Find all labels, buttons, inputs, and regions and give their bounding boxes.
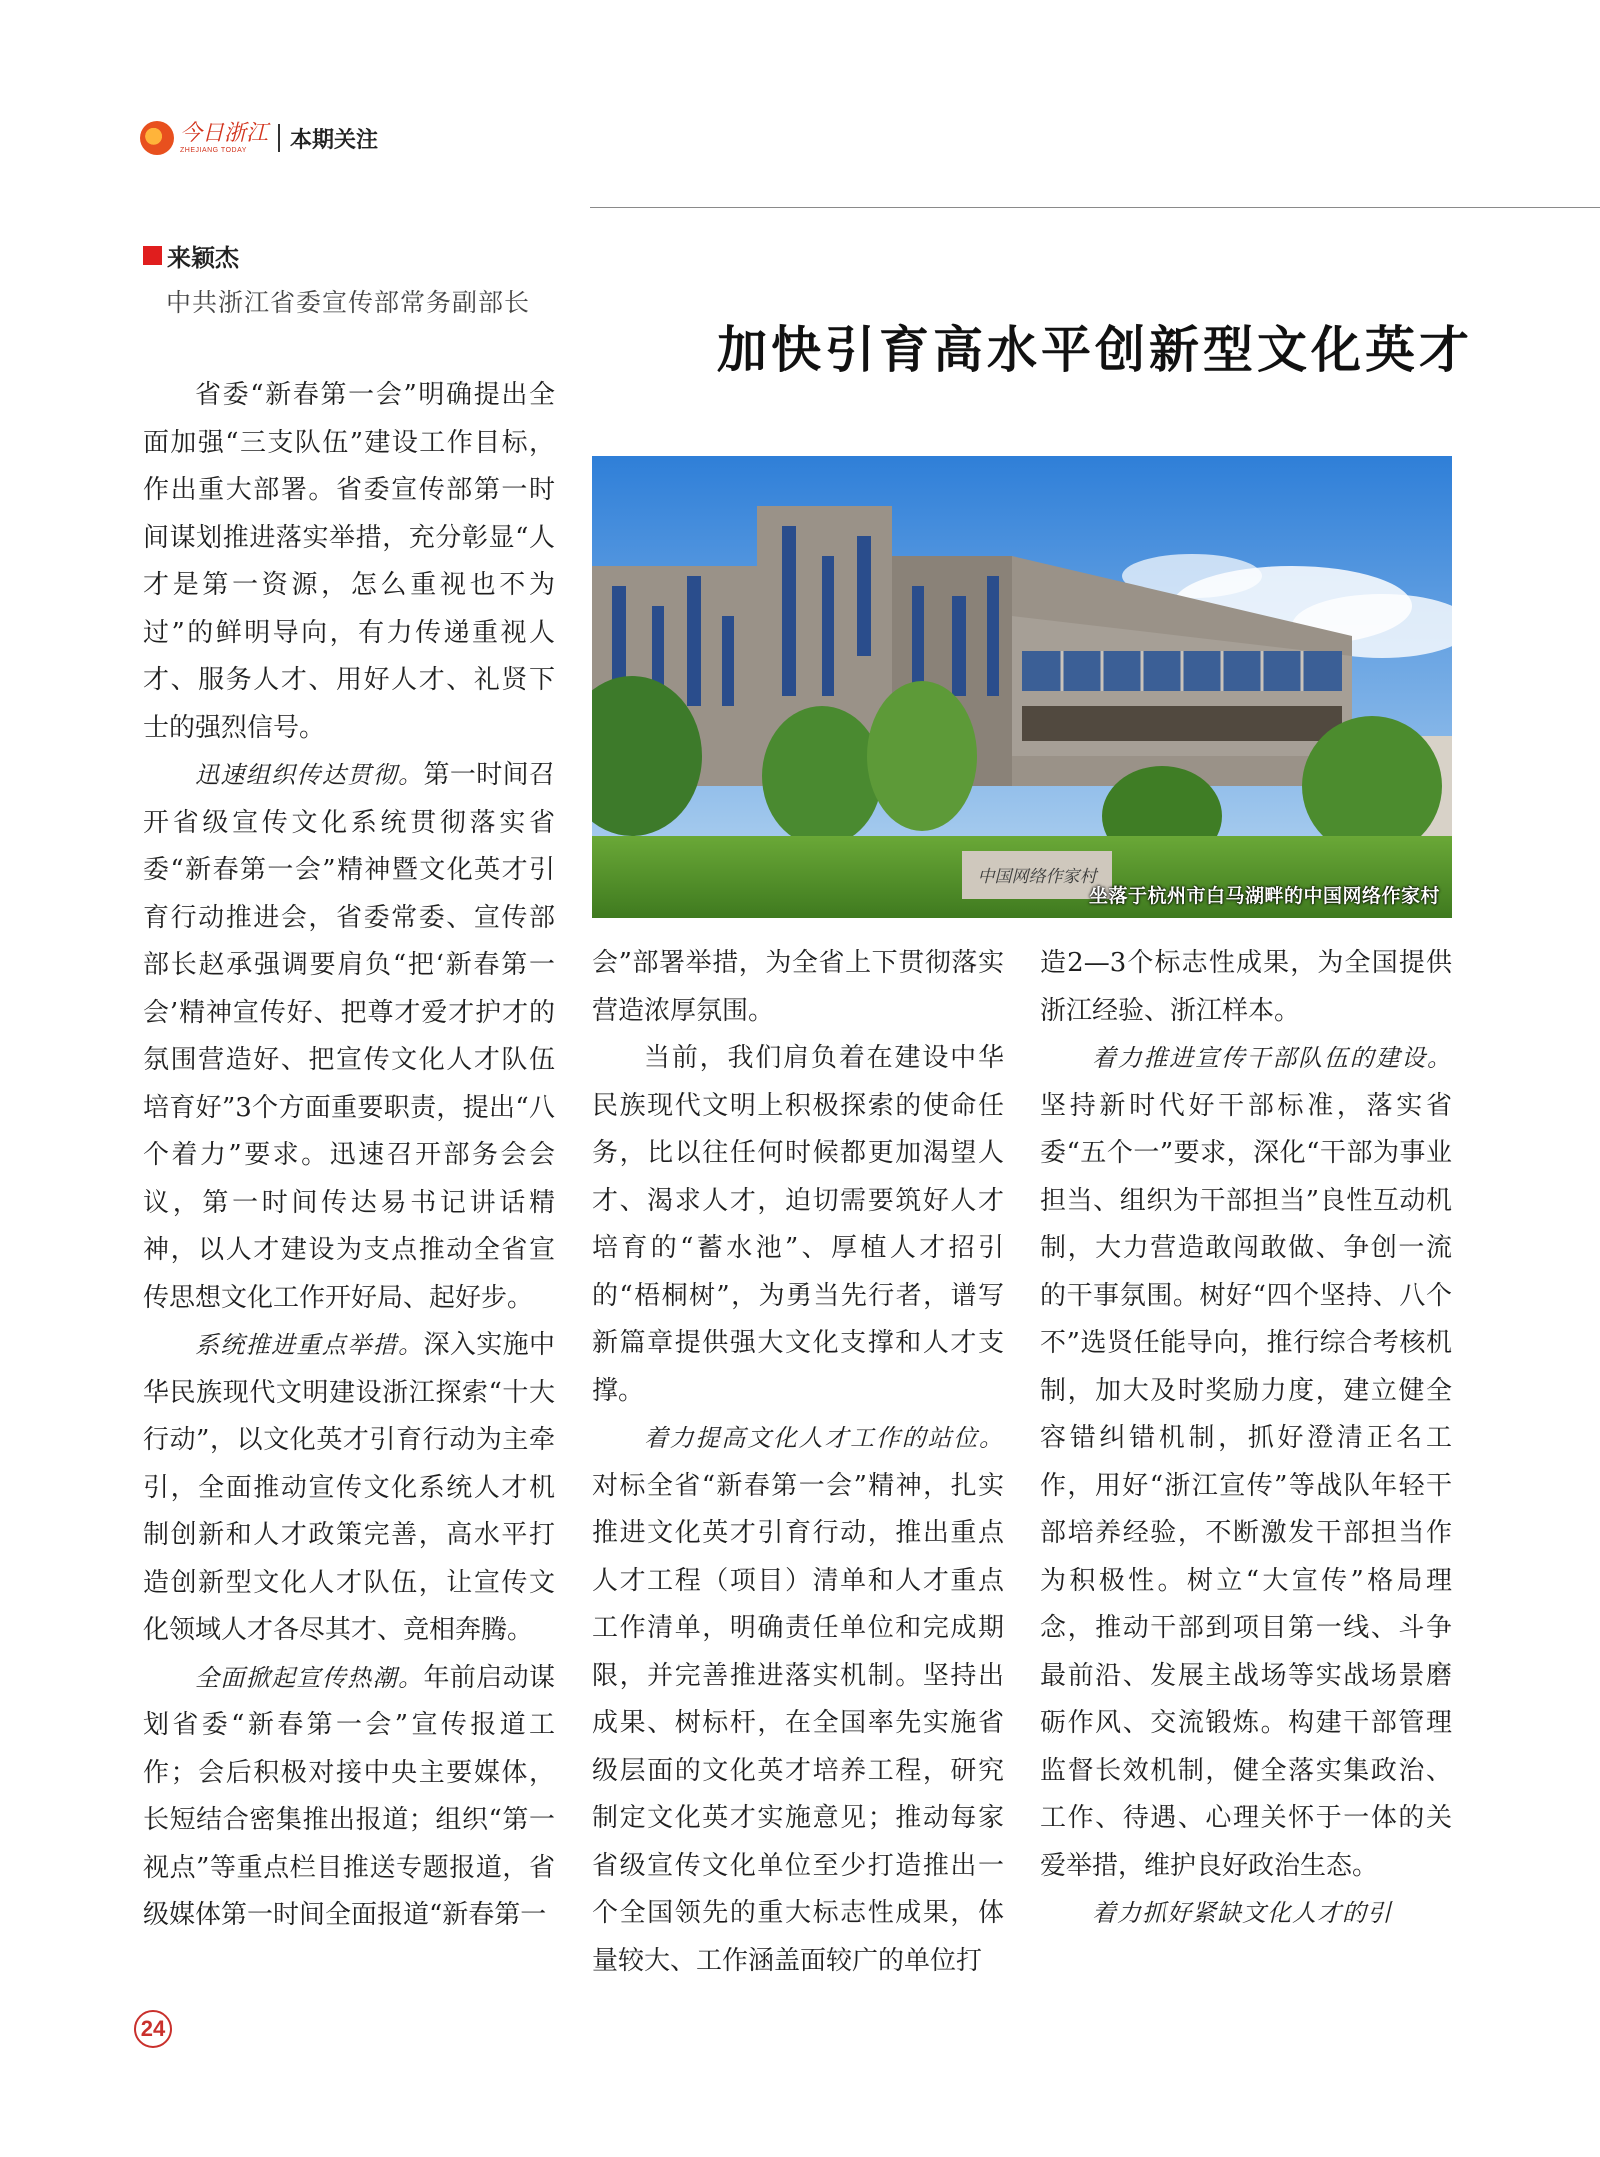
paragraph [1040,1890,1452,1938]
sign-text: 中国网络作家村 [977,867,1097,887]
paragraph-body: 坚持新时代好干部标准，落实省委“五个一”要求，深化“干部为事业担当、组织为干部担当”良性互动机制，大力营造敢闯敢做、争创一流的干事氛围。树好“四个坚持、八个不”选贤任能导向，推行综合考核机制，加大及时奖励力度，建立健全容错纠错机制，抓好澄清正名工作，用好“浙江宣传”等战队年轻干部培养经验，不断激发干部担当作为积极性。树立“大宣传”格局理念，推动干部到项目第一线、斗争最前沿、发展主战场等实战场景磨砺作风、交流锻炼。构建干部管理监督长效机制，健全落实集政治、工作、待遇、心理关怀于一体的关爱举措，维护良好政治生态。 [1040,1090,1452,1881]
paragraph: 造2—3个标志性成果，为全国提供浙江经验、浙江样本。 [1040,948,1452,1026]
article-column-2 [592,940,1004,1985]
paragraph-body: 对标全省“新春第一会”精神，扎实推进文化英才引育行动，推出重点人才工程（项目）清单和人才重点工作清单，明确责任单位和完成期限，并完善推进落实机制。坚持出成果、树标杆，在全国率先实施省级层面的文化英才培养工程，研究制定文化英才实施意见；推动每家省级宣传文化单位至少打造推出一个全国领先的重大标志性成果，体量较大、工作涵盖面较广的单位打 [592,1470,1004,1976]
magazine-logo [180,120,269,154]
paragraph [1040,1035,1452,1890]
header-divider [278,124,280,152]
title-rule [590,207,1600,208]
paragraph-body: 深入实施中华民族现代文明建设浙江探索“十大行动”，以文化英才引育行动为主牵引，全面推动宣传文化系统人才机制创新和人才政策完善，高水平打造创新型文化人才队伍，让宣传文化领域人才各尽其才、竞相奔腾。 [143,1330,555,1645]
logo-english: ZHEJIANG TODAY [180,146,247,154]
author-block [143,238,239,273]
paragraph-lead: 着力抓好紧缺文化人才的引 [1092,1899,1392,1927]
paragraph [143,752,555,1322]
article-column-3 [1040,940,1452,1938]
paragraph: 当前，我们肩负着在建设中华民族现代文明上积极探索的使命任务，比以往任何时候都更加渴望人才、渴求人才，迫切需要筑好人才培育的“蓄水池”、厚植人才招引的“梧桐树”，为勇当先行者，谱写新篇章提供强大文化支撑和人才支撑。 [592,1043,1004,1406]
paragraph [143,1322,555,1655]
paragraph-lead: 迅速组织传达贯彻。 [195,761,424,789]
author-name: 来颖杰 [167,245,239,272]
red-square-icon [143,246,162,265]
paragraph: 会”部署举措，为全省上下贯彻落实营造浓厚氛围。 [592,948,1004,1026]
magazine-header [140,118,378,158]
author-title: 中共浙江省委宣传部常务副部长 [166,288,531,317]
paragraph-lead: 着力推进宣传干部队伍的建设。 [1092,1044,1452,1072]
paragraph-body: 年前启动谋划省委“新春第一会”宣传报道工作；会后积极对接中央主要媒体，长短结合密集推出报道；组织“第一视点”等重点栏目推送专题报道，省级媒体第一时间全面报道“新春第一 [143,1662,555,1930]
building-illustration [592,456,1452,918]
article-title: 加快引育高水平创新型文化英才 [717,320,1473,379]
paragraph [592,1415,1004,1985]
paragraph: 省委“新春第一会”明确提出全面加强“三支队伍”建设工作目标，作出重大部署。省委宣传部第一时间谋划推进落实举措，充分彰显“人才是第一资源，怎么重视也不为过”的鲜明导向，有力传递重视人才、服务人才、用好人才、礼贤下士的强烈信号。 [143,380,555,743]
photo-caption: 坐落于杭州市白马湖畔的中国网络作家村 [1088,886,1440,907]
section-title: 本期关注 [290,126,379,152]
article-photo [592,456,1452,918]
paragraph-lead: 系统推进重点举措。 [195,1331,424,1359]
logo-icon [140,121,174,155]
paragraph-body: 第一时间召开省级宣传文化系统贯彻落实省委“新春第一会”精神暨文化英才引育行动推进会，省委常委、宣传部部长赵承强调要肩负“把‘新春第一会’精神宣传好、把尊才爱才护才的氛围营造好、把宣传文化人才队伍培育好”3个方面重要职责，提出“八个着力”要求。迅速召开部务会会议，第一时间传达易书记讲话精神，以人才建设为支点推动全省宣传思想文化工作开好局、起好步。 [143,760,555,1313]
paragraph [143,1655,555,1940]
page-number: 24 [134,2010,172,2048]
paragraph-lead: 全面掀起宣传热潮。 [195,1663,424,1692]
logo-chinese: 今日浙江 [180,120,269,146]
article-column-1 [143,372,555,1940]
paragraph-lead: 着力提高文化人才工作的站位。 [644,1424,1004,1452]
